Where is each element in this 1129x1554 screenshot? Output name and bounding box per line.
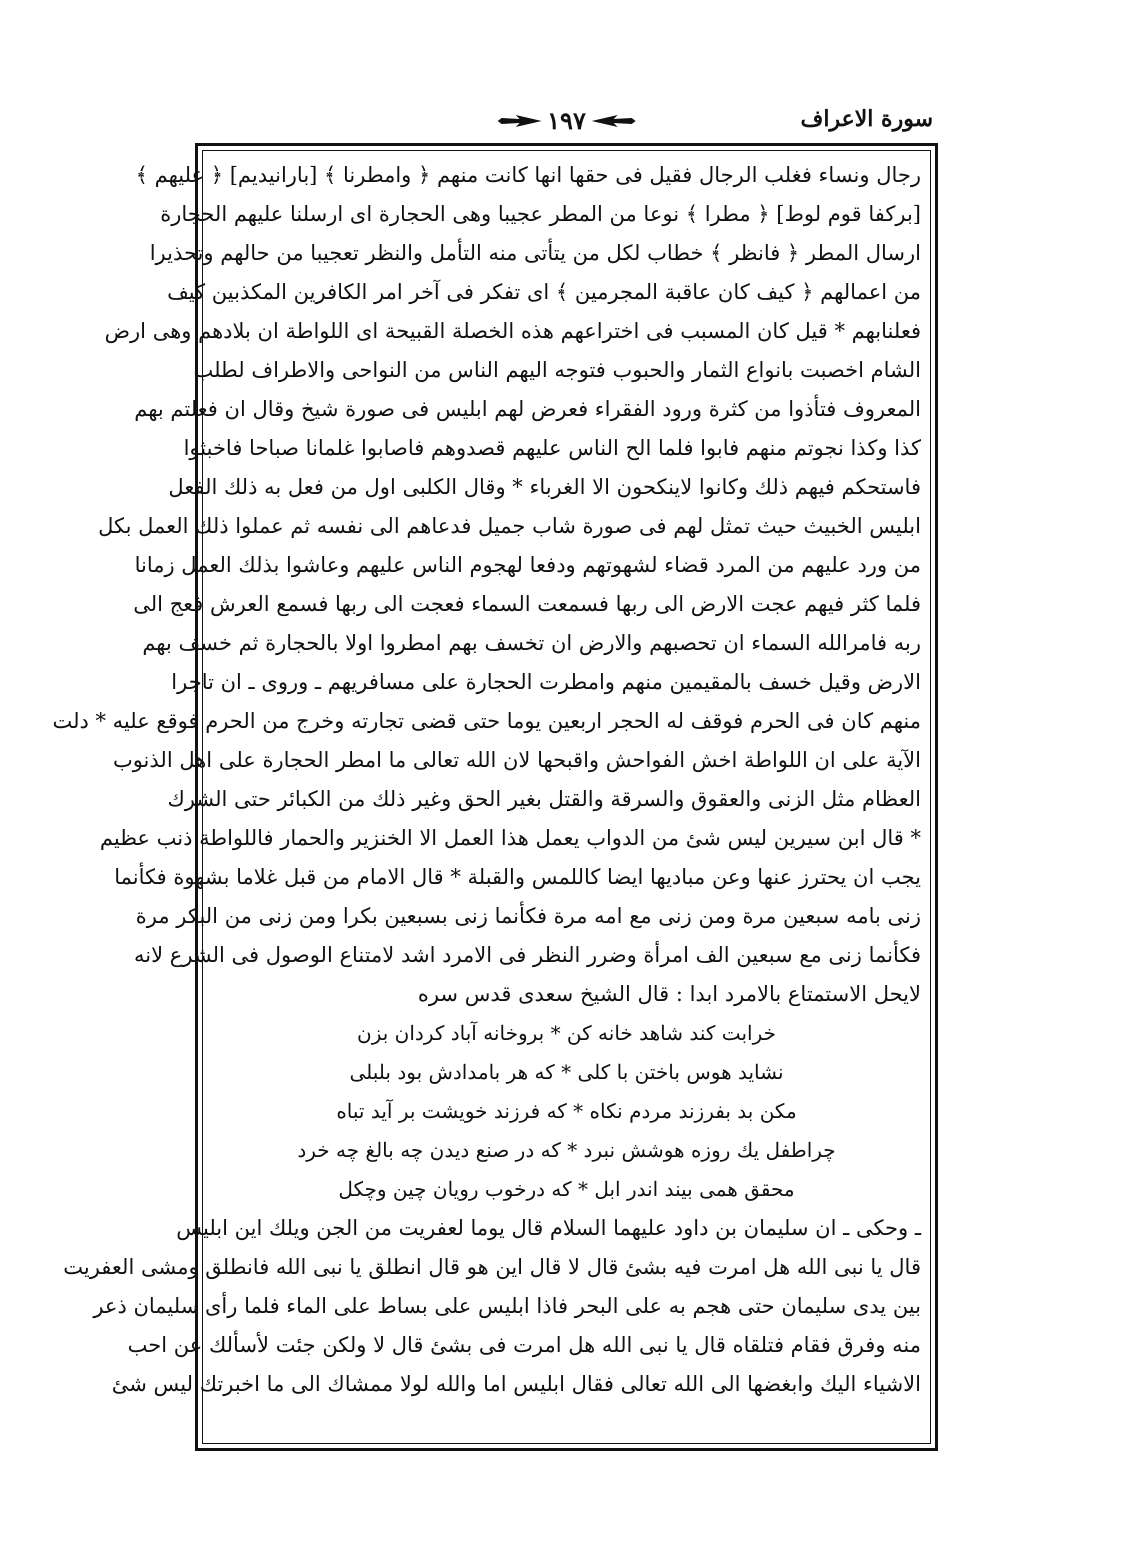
text-line: من ورد عليهم من المرد قضاء لشهوتهم ودفعا لهجوم الناس عليهم وعاشوا بذلك العمل زمانا [134,553,921,577]
text-line: * قال ابن سيرين ليس شئ من الدواب يعمل هذا العمل الا الخنزير والحمار فاللواطة ذنب عظيم [99,826,921,850]
text-line: [بركفا قوم لوط] ﴿ مطرا ﴾ نوعا من المطر عجيبا وهى الحجارة اى ارسلنا عليهم الحجارة [160,202,921,226]
text-line: الارض وقيل خسف بالمقيمين منهم وامطرت الحجارة على مسافريهم ـ وروى ـ ان تاجرا [171,670,921,694]
poem-verse: چراطفل يك روزه هوشش نبرد * كه در صنع ديدن چه بالغ چه خرد [297,1138,836,1162]
text-block-before-poem [52,156,921,1014]
surah-name: سورة الاعراف [800,106,933,132]
text-line: كذا وكذا نجوتم منهم فابوا فلما الح الناس عليهم قصدوهم فاصابوا غلمانا صباحا فاخبثوا [183,436,921,460]
text-line: منه وفرق فقام فتلقاه قال يا نبى الله هل امرت فى بشئ قال لا ولكن جئت لأسألك عن احب [127,1333,921,1357]
text-line: العظام مثل الزنى والعقوق والسرقة والقتل بغير الحق وغير ذلك من الكبائر حتى الشرك [167,787,921,811]
text-line: المعروف فتأذوا من كثرة ورود الفقراء فعرض لهم ابليس فى صورة شيخ وقال ان فعلتم بهم [134,397,921,421]
poem-verse: مكن بد بفرزند مردم نكاه * كه فرزند خويشت بر آيد تباه [336,1099,797,1123]
text-line: ربه فامرالله السماء ان تحصبهم والارض ان تخسف بهم امطروا اولا بالحجارة ثم خسف بهم [142,631,921,655]
text-line: فعلنابهم * قيل كان المسبب فى اختراعهم هذه الخصلة القبيحة اى اللواطة ان بلادهم وهى ارض [104,319,921,343]
page-number-group [497,106,636,135]
text-line: من اعمالهم ﴿ كيف كان عاقبة المجرمين ﴾ اى تفكر فى آخر امر الكافرين المكذبين كيف [167,280,921,304]
text-line: منهم كان فى الحرم فوقف له الحجر اربعين يوما حتى قضى تجارته وخرج من الحرم فوقع عليه * دلت [52,709,921,733]
text-line: يجب ان يحترز عنها وعن مباديها ايضا كاللمس والقبلة * قال الامام من قبل غلاما بشهوة فكأنما [114,865,921,889]
text-line: زنى بامه سبعين مرة ومن زنى مع امه مرة فكأنما زنى بسبعين بكرا ومن زنى من البكر مرة [135,904,921,928]
text-line: فلما كثر فيهم عجت الارض الى ربها فسمعت السماء فعجت الى ربها فسمع العرش فعج الى [133,592,921,616]
text-line: ـ وحكى ـ ان سليمان بن داود عليهما السلام قال يوما لعفريت من الجن ويلك اين ابليس [176,1216,921,1240]
text-line: فكأنما زنى مع سبعين الف امرأة وضرر النظر فى الامرد اشد لامتناع الوصول فى الشرع لانه [134,943,921,967]
page-number: ١٩٧ [547,106,586,135]
page-body [52,156,921,1404]
persian-poem [287,1014,847,1209]
poem-verse: خرابت كند شاهد خانه كن * بروخانه آباد كردان بزن [357,1021,776,1045]
text-line: فاستحكم فيهم ذلك وكانوا لاينكحون الا الغرباء * وقال الكلبى اول من فعل به ذلك الفعل [168,475,921,499]
text-line: بين يدى سليمان حتى هجم به على البحر فاذا ابليس على بساط على الماء فلما رأى سليمان ذعر [93,1294,921,1318]
poem-verse: نشايد هوس باختن با كلى * كه هر بامدادش بود بلبلى [349,1060,784,1084]
text-line: رجال ونساء فغلب الرجال فقيل فى حقها انها كانت منهم ﴿ وامطرنا ﴾ [بارانيديم] ﴿ عليهم ﴾ [135,163,921,187]
right-ornament-icon [592,112,636,130]
text-block-after-poem [63,1209,921,1404]
text-line: الشام اخصبت بانواع الثمار والحبوب فتوجه اليهم الناس من النواحى والاطراف لطلب [193,358,921,382]
page-header [200,106,933,138]
poem-verse: محقق همى بيند اندر ابل * كه درخوب رويان چين وچكل [338,1177,795,1201]
left-ornament-icon [497,112,541,130]
text-line: لايحل الاستمتاع بالامرد ابدا : قال الشيخ سعدى قدس سره [417,982,921,1006]
text-line: ابليس الخبيث حيث تمثل لهم فى صورة شاب جميل فدعاهم الى نفسه ثم عملوا ذلك العمل بكل [98,514,921,538]
text-line: قال يا نبى الله هل امرت فيه بشئ قال لا قال اين هو قال انطلق يا نبى الله فانطلق ومشى العفريت [63,1255,921,1279]
text-line: الاشياء اليك وابغضها الى الله تعالى فقال ابليس اما والله لولا ممشاك الى ما اخبرتك ليس شئ [111,1372,921,1396]
text-line: ارسال المطر ﴿ فانظر ﴾ خطاب لكل من يتأتى منه التأمل والنظر تعجيبا من حالهم وتحذيرا [149,241,921,265]
text-line: الآية على ان اللواطة اخش الفواحش واقبحها لان الله تعالى ما امطر الحجارة على اهل الذنوب [112,748,921,772]
